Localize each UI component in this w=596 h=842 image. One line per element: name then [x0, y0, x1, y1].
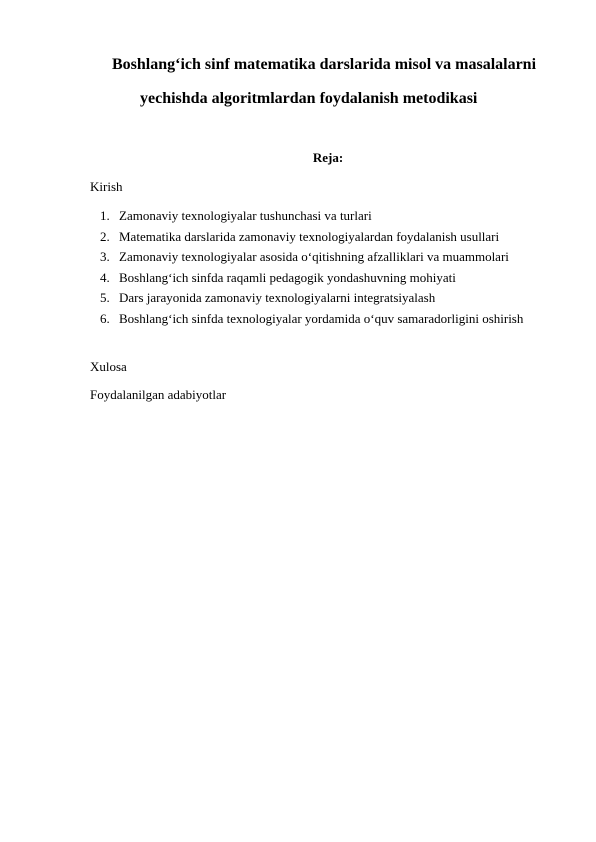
- title-line-2: yechishda algoritmlardan foydalanish metodikasi: [140, 90, 478, 107]
- document-title: [90, 52, 560, 112]
- plan-item-text: Boshlang‘ich sinfda texnologiyalar yordamida o‘quv samaradorligini oshirish: [119, 310, 524, 326]
- plan-item-number: 6.: [100, 310, 110, 326]
- references-heading: Foydalanilgan adabiyotlar: [90, 387, 227, 402]
- plan-item: [100, 206, 560, 227]
- title-line-1: Boshlang‘ich sinf matematika darslarida misol va masalalarni: [112, 56, 537, 73]
- plan-item-number: 2.: [100, 228, 110, 244]
- plan-item: [100, 309, 560, 330]
- intro-heading: Kirish: [90, 179, 123, 194]
- plan-item-text: Dars jarayonida zamonaviy texnologiyalarni integratsiyalash: [119, 290, 436, 305]
- plan-item-text: Matematika darslarida zamonaviy texnologiyalardan foydalanish usullari: [119, 228, 500, 244]
- plan-item-text: Zamonaviy texnologiyalar asosida o‘qitishning afzalliklari va muammolari: [119, 249, 509, 264]
- plan-item-number: 1.: [100, 208, 110, 223]
- plan-heading: Reja:: [312, 150, 344, 165]
- plan-item: [100, 247, 560, 268]
- conclusion-heading: Xulosa: [90, 359, 127, 374]
- plan-item-number: 4.: [100, 269, 110, 285]
- plan-item: [100, 227, 560, 248]
- plan-item: [100, 288, 560, 309]
- plan-item-number: 3.: [100, 249, 110, 264]
- plan-item-text: Zamonaviy texnologiyalar tushunchasi va turlari: [119, 208, 372, 223]
- plan-item: [100, 268, 560, 289]
- plan-list: [100, 206, 560, 329]
- plan-item-text: Boshlang‘ich sinfda raqamli pedagogik yondashuvning mohiyati: [119, 269, 456, 285]
- plan-item-number: 5.: [100, 290, 110, 305]
